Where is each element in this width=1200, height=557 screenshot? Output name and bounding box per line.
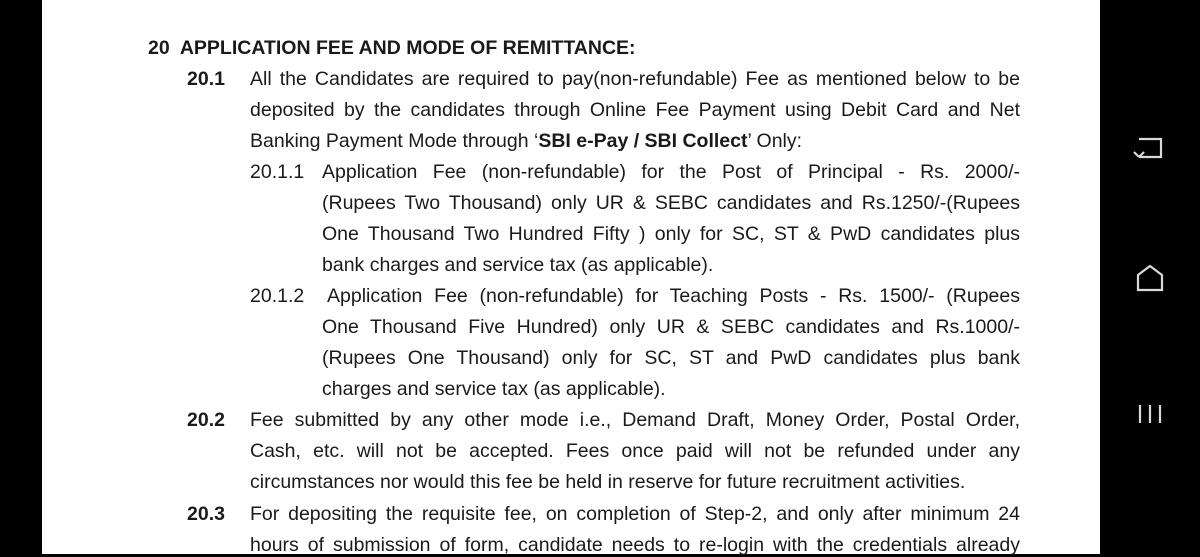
clause-20-2-number: 20.2 bbox=[187, 409, 225, 431]
clause-20-1-1-line-4: bank charges and service tax (as applicable). bbox=[322, 254, 714, 276]
clause-20-1-line-3 bbox=[250, 129, 802, 153]
home-button[interactable] bbox=[1100, 248, 1200, 308]
document-page bbox=[42, 0, 1100, 554]
clause-20-1-1-number: 20.1.1 bbox=[250, 161, 305, 183]
clause-20-3-number: 20.3 bbox=[187, 503, 225, 525]
clause-20-1-line-3-post: ’ Only: bbox=[747, 130, 803, 152]
section-heading bbox=[148, 36, 636, 60]
clause-20-1-line-2: deposited by the candidates through Online Fee Payment using Debit Card and Net bbox=[250, 99, 1020, 121]
system-navigation-bar bbox=[1100, 0, 1200, 554]
clause-20-1-2-line-4: charges and service tax (as applicable). bbox=[322, 378, 666, 400]
clause-20-1-2-line-3: (Rupees One Thousand) only for SC, ST and PwD candidates plus bank bbox=[322, 347, 1020, 369]
back-button[interactable] bbox=[1100, 118, 1200, 178]
recent-apps-button[interactable] bbox=[1100, 384, 1200, 444]
section-number: 20 bbox=[148, 37, 170, 59]
clause-20-1-2-number: 20.1.2 bbox=[250, 285, 305, 307]
sbi-epay-highlight: SBI e-Pay / SBI Collect bbox=[538, 130, 748, 152]
clause-20-2-line-3: circumstances nor would this fee be held in reserve for future recruitment activities. bbox=[250, 471, 966, 493]
clause-20-1-1-line-2: (Rupees Two Thousand) only UR & SEBC candidates and Rs.1250/-(Rupees bbox=[322, 192, 1020, 214]
recent-apps-icon bbox=[1135, 399, 1165, 429]
section-title: APPLICATION FEE AND MODE OF REMITTANCE: bbox=[179, 37, 636, 59]
back-icon bbox=[1133, 133, 1167, 163]
home-icon bbox=[1133, 261, 1167, 295]
clause-20-1-2-line-2: One Thousand Five Hundred) only UR & SEBC candidates and Rs.1000/- bbox=[322, 316, 1020, 338]
clause-20-2-line-2: Cash, etc. will not be accepted. Fees once paid will not be refunded under any bbox=[250, 440, 1020, 462]
clause-20-1-number: 20.1 bbox=[187, 68, 225, 90]
clause-20-1-line-3-pre: Banking Payment Mode through ‘ bbox=[250, 130, 539, 152]
clause-20-1-1-line-3: One Thousand Two Hundred Fifty ) only for SC, ST & PwD candidates plus bbox=[322, 223, 1020, 245]
clause-20-1-line-1: All the Candidates are required to pay(non-refundable) Fee as mentioned below to be bbox=[250, 68, 1020, 90]
clause-20-1-2-line-1: Application Fee (non-refundable) for Teaching Posts - Rs. 1500/- (Rupees bbox=[327, 285, 1020, 307]
clause-20-1-1-line-1: Application Fee (non-refundable) for the Post of Principal - Rs. 2000/- bbox=[322, 161, 1020, 183]
clause-20-3-line-2: hours of submission of form, candidate needs to re-login with the credentials already bbox=[250, 534, 1020, 556]
clause-20-3-line-1: For depositing the requisite fee, on completion of Step-2, and only after minimum 24 bbox=[250, 503, 1020, 525]
clause-20-2-line-1: Fee submitted by any other mode i.e., Demand Draft, Money Order, Postal Order, bbox=[250, 409, 1020, 431]
